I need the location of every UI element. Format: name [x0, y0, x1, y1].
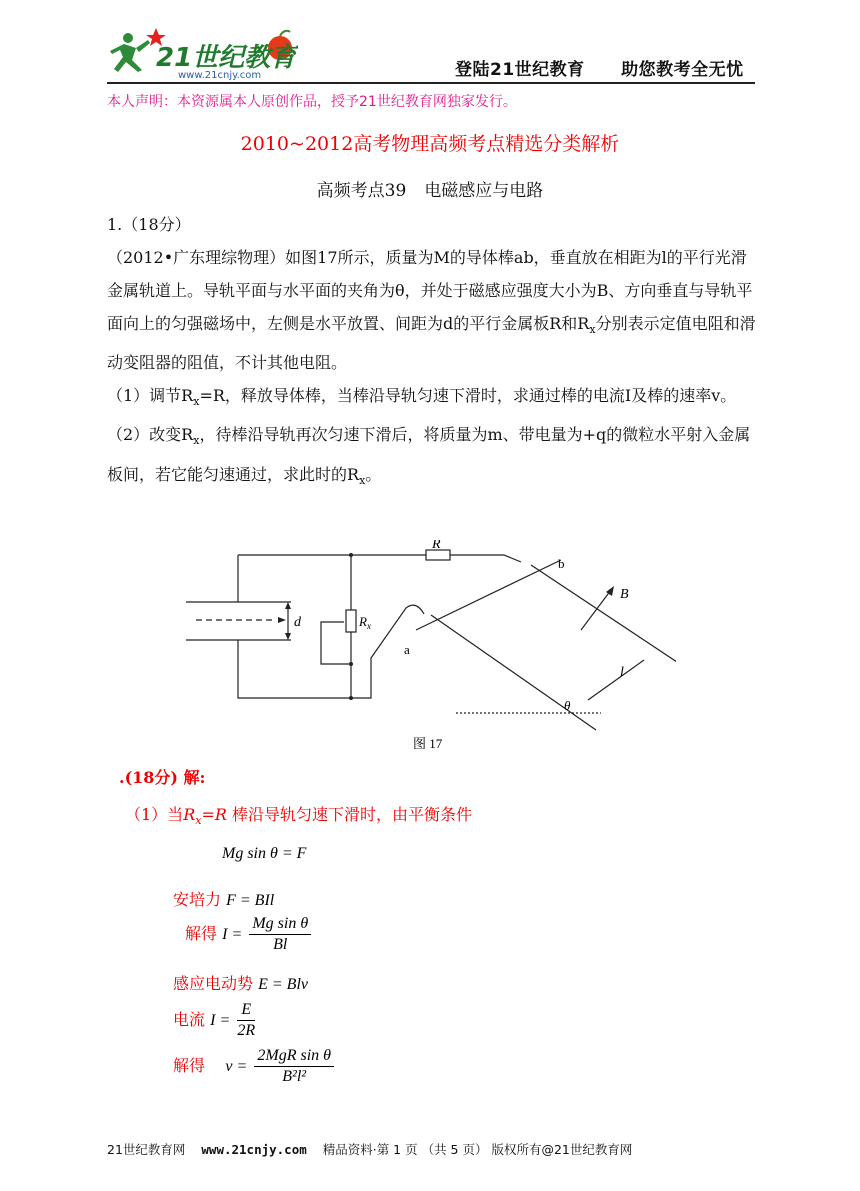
fig-label-a: a — [404, 642, 410, 657]
subtitle-topic-name: 电磁感应与电路 — [424, 181, 544, 201]
question-block — [107, 208, 757, 497]
footer-info: 精品资料·第 1 页 （共 5 页） 版权所有@21世纪教育网 — [322, 1142, 633, 1157]
equation-velocity: 解得 v = $\frac{\text{2MgR sin θ}}{\text{B²l²}}$ — [173, 1047, 336, 1086]
header-tagline: 助您教考全无忧 — [621, 60, 744, 80]
logo-figure-icon — [110, 33, 150, 72]
fig-label-B: B — [620, 587, 629, 602]
circuit-figure — [176, 540, 676, 755]
page-title: 2010~2012高考物理高频考点精选分类解析 — [240, 133, 620, 155]
fig-label-theta: θ — [564, 698, 571, 713]
question-part-1: （1）调节$R_x=R$，释放导体棒，当棒沿导轨匀速下滑时，求通过棒的电流I及棒的速率v。 — [107, 386, 737, 409]
header-slogan — [455, 55, 744, 80]
page-subtitle — [0, 176, 860, 201]
solution-heading: .(18分) 解: — [119, 768, 206, 787]
header-login-text: 登陆21世纪教育 — [455, 60, 585, 80]
fig-label-Rx: $R_x$ — [359, 614, 371, 631]
question-part-2: （2）改变$R_x$，待棒沿导轨再次匀速下滑后，将质量为m、带电量为+q的微粒水平射入金属板间，若它能匀速通过，求此时的$R_x$。 — [107, 425, 751, 487]
equation-balance: Mg sin θ = F — [222, 845, 307, 862]
equation-emf: 感应电动势 E = Blv — [173, 974, 308, 993]
equation-current-solve: 解得 I = $\frac{\text{Mg sin θ}}{Bl}$ — [185, 915, 313, 954]
fig-label-R: R — [432, 540, 441, 552]
question-stem: （2012•广东理综物理）如图17所示，质量为M的导体棒ab，垂直放在相距为l的平行光滑金属轨道上。导轨平面与水平面的夹角为θ，并处于磁感应强度大小为B、方向垂直与导轨平面向上的匀强磁场中，左侧是水平放置、间距为d的平行金属板R和$R_x$分别表示定值电阻和滑动变阻器的阻值，不计其他电阻。 — [107, 248, 756, 373]
footer-site: 21世纪教育网 — [107, 1142, 186, 1157]
header-rule — [107, 82, 755, 84]
fig-label-b: b — [558, 556, 565, 571]
site-logo — [108, 26, 298, 82]
equation-current: 电流 I = $\frac{E}{2R}$ — [173, 1001, 256, 1039]
logo-url: www.21cnjy.com — [178, 70, 262, 81]
fig-label-l: l — [620, 665, 624, 680]
solution-step-1: （1）当$R_x=R$ 棒沿导轨匀速下滑时，由平衡条件 — [125, 805, 472, 828]
logo-text: 21世纪教育 — [156, 43, 297, 73]
subtitle-topic-number: 高频考点39 — [316, 181, 407, 201]
equation-ampere: 安培力 F = BIl — [173, 890, 275, 909]
question-number: 1.（18分） — [107, 215, 191, 234]
fig-label-d: d — [294, 615, 301, 630]
copyright-statement: 本人声明：本资源属本人原创作品，授予21世纪教育网独家发行。 — [107, 94, 517, 110]
fig-caption: 图 17 — [413, 736, 443, 751]
footer-url-link[interactable]: www.21cnjy.com — [201, 1142, 307, 1157]
page-footer — [107, 1140, 632, 1158]
